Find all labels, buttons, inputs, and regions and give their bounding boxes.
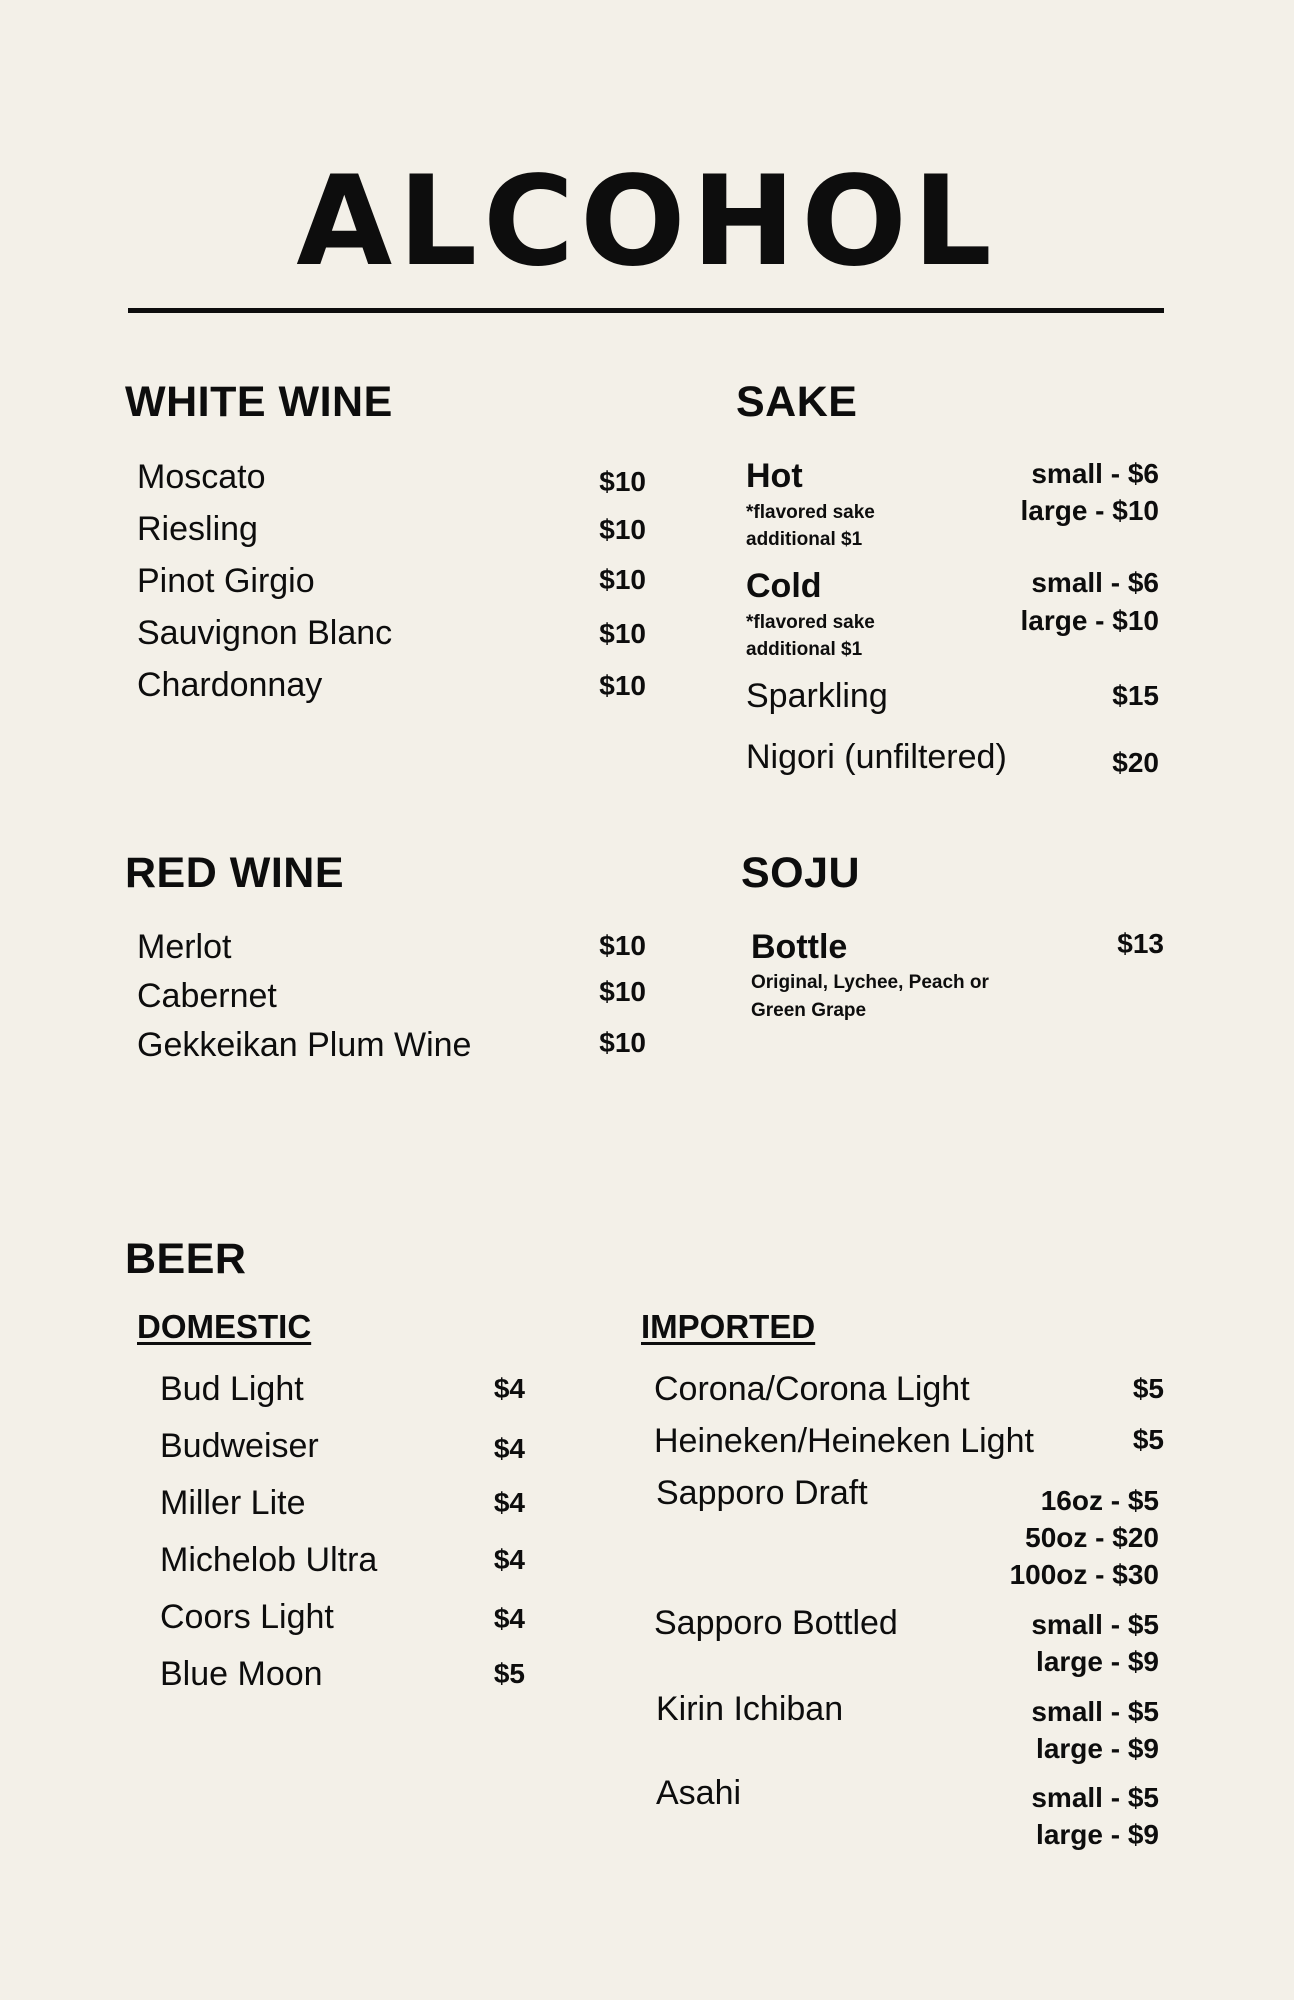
menu-item-name: Bottle [751,928,848,966]
menu-item-price: large - $9 [1036,1819,1159,1850]
menu-item-name: Riesling [137,510,258,548]
menu-item-price: $4 [493,1603,525,1634]
menu-item-note: additional $1 [746,639,863,660]
menu-item-price: $10 [599,564,646,595]
menu-item-price: small - $6 [1031,567,1159,598]
menu-item-name: Merlot [137,928,232,966]
menu-item-name: Budweiser [160,1427,319,1465]
menu-item-name: Sapporo Draft [656,1474,868,1512]
menu-item-price: $5 [1132,1424,1164,1455]
menu-item-price: $10 [599,618,646,649]
menu-item-price: $4 [493,1487,525,1518]
menu-item-name: Michelob Ultra [160,1541,378,1579]
menu-item-name: Blue Moon [160,1655,323,1693]
menu-item-price: $4 [493,1433,525,1464]
menu-item-note: *flavored sake [746,502,875,523]
menu-item-name: Chardonnay [137,666,323,704]
menu-item-price-list [1031,1606,1159,1680]
menu-item-note: Green Grape [751,1000,867,1021]
menu-item-name: Nigori (unfiltered) [746,738,1007,776]
menu-item-price: small - $5 [1031,1609,1159,1640]
menu-item-price: $10 [599,1027,646,1058]
menu-item-note: additional $1 [746,529,863,550]
white-wine-heading: WHITE WINE [125,378,393,426]
menu-item-note: Original, Lychee, Peach or [751,972,989,993]
menu-item-note: *flavored sake [746,612,875,633]
menu-item-price: large - $10 [1020,605,1159,636]
menu-item-price: small - $6 [1031,458,1159,489]
menu-item-price: large - $9 [1036,1646,1159,1677]
menu-item-name: Asahi [656,1774,742,1812]
menu-item-price: $15 [1112,680,1159,711]
menu-item-name: Heineken/Heineken Light [654,1422,1034,1460]
menu-item-price: $4 [493,1373,525,1404]
menu-item-price: 16oz - $5 [1040,1485,1159,1516]
menu-item-price-list [1010,1482,1159,1593]
page-title: ALCOHOL [296,150,998,294]
menu-item-price-list [1031,1779,1159,1853]
menu-item-name: Bud Light [160,1370,304,1408]
red-wine-heading: RED WINE [125,849,344,897]
menu-item-name: Hot [746,457,803,495]
menu-item-price: small - $5 [1031,1782,1159,1813]
imported-heading: IMPORTED [641,1308,816,1345]
beer-heading: BEER [125,1235,247,1283]
sake-heading: SAKE [736,378,858,426]
menu-item-price: $10 [599,514,646,545]
menu-item-price: $5 [493,1658,525,1689]
menu-item-name: Kirin Ichiban [656,1690,844,1728]
menu-item-price-list [1031,1693,1159,1767]
menu-item-price: large - $9 [1036,1733,1159,1764]
menu-item-name: Sauvignon Blanc [137,614,393,652]
menu-item-price: $10 [599,466,646,497]
menu-item-price: large - $10 [1020,495,1159,526]
menu-item-price: $10 [599,976,646,1007]
menu-item-name: Sapporo Bottled [654,1604,898,1642]
domestic-heading: DOMESTIC [137,1308,312,1345]
menu-item-name: Moscato [137,458,266,496]
menu-item-price: 50oz - $20 [1025,1522,1159,1553]
soju-heading: SOJU [741,849,861,897]
menu-item-name: Cabernet [137,977,277,1015]
menu-item-name: Corona/Corona Light [654,1370,970,1408]
menu-item-name: Pinot Girgio [137,562,315,600]
menu-item-price: $13 [1117,928,1164,959]
menu-item-name: Sparkling [746,677,888,715]
menu-item-name: Cold [746,567,822,605]
menu-item-name: Coors Light [160,1598,334,1636]
menu-item-name: Miller Lite [160,1484,306,1522]
menu-item-price: $5 [1132,1373,1164,1404]
menu-item-name: Gekkeikan Plum Wine [137,1026,472,1064]
menu-item-price: $10 [599,670,646,701]
title-divider [128,308,1164,313]
menu-item-price: $20 [1112,747,1159,778]
menu-item-price: 100oz - $30 [1009,1559,1159,1590]
menu-item-price: small - $5 [1031,1696,1159,1727]
menu-item-price: $10 [599,930,646,961]
menu-item-price: $4 [493,1544,525,1575]
